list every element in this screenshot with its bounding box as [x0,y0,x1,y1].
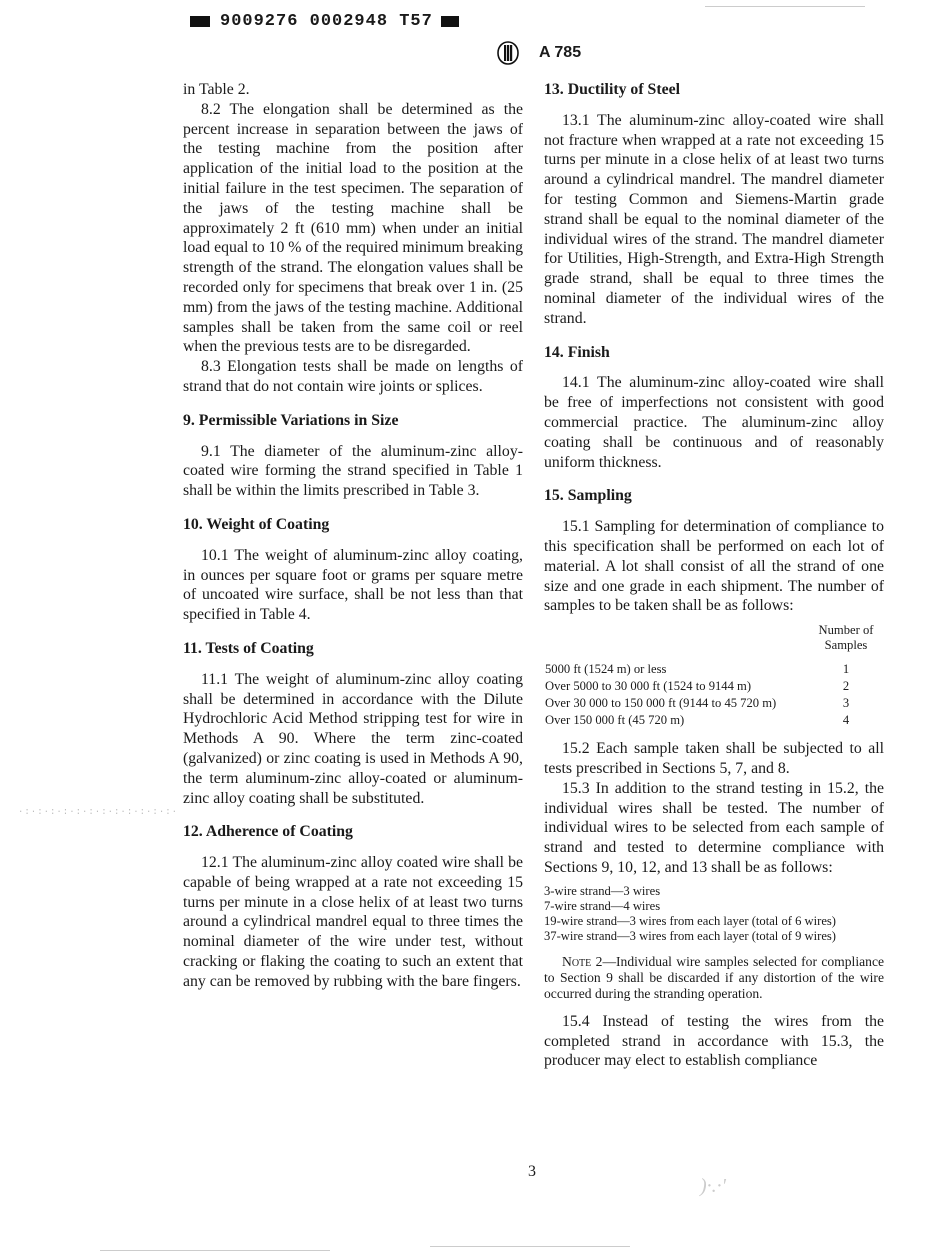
barcode-text: 9009276 0002948 T57 [220,12,433,31]
table-cell-lot-size: Over 5000 to 30 000 ft (1524 to 9144 m) [545,679,752,694]
section-14-heading: 14. Finish [544,343,610,361]
section-12-heading: 12. Adherence of Coating [183,823,353,841]
page-header [495,40,581,66]
paragraph-15-4: 15.4 Instead of testing the wires from the completed strand in accordance with 15.3, the producer may elect to establish compliance [544,1012,884,1070]
paragraph-15-3: 15.3 In addition to the strand testing in 15.2, the individual wires shall be tested. The number of individual wires to be selected from each sample of strand and tested to determine compliance with Sections 9, 10, 12, and 13 shall be as follows: [544,779,884,876]
paragraph-12-1: 12.1 The aluminum-zinc alloy coated wire shall be capable of being wrapped at a rate not exceeding 15 turns per minute in a close helix of at least two turns around a cylindrical mandrel equal to three times the nominal diameter of the wire under test, without cracking or flaking the coating to such an extent that any can be removed by rubbing with the bare fingers. [183,854,523,990]
note-label: Note 2 [562,953,603,969]
list-item: 19-wire strand—3 wires from each layer (total of 6 wires) [544,913,836,928]
scan-artifact: ·:·:·:·:·:·:·:·:·:·:·:·:· [18,807,179,817]
list-item: 3-wire strand—3 wires [544,883,661,898]
paragraph-15-1: 15.1 Sampling for determination of compliance to this specification shall be performed on each lot of material. A lot shall consist of all the strand of one size and one grade in each shipment. The number of samples to be taken shall be as follows: [544,518,884,615]
section-10-heading: 10. Weight of Coating [183,515,330,533]
table-cell-samples: 4 [842,713,850,728]
table-row [544,695,884,712]
paragraph-13-1: 13.1 The aluminum-zinc alloy-coated wire shall not fracture when wrapped at a rate not exceeding 15 turns per minute in a close helix of at least two turns around a cylindrical mandrel. The mandrel diameter for testing Common and Siemens-Martin grade strand shall be equal to the nominal diameter of the individual wires of the strand. The mandrel diameter for Utilities, High-Strength, and Extra-High Strength grade strand, shall be equal to three times the nominal diameter of the individual wires of the strand. [544,111,884,327]
top-rule-right [705,6,865,7]
list-item: 7-wire strand—4 wires [544,898,661,913]
table-cell-samples: 2 [842,679,850,694]
wire-count-list [544,884,884,944]
barcode-block-right [441,16,459,27]
table-cell-samples: 3 [842,696,850,711]
barcode-strip [190,12,459,31]
table-row [544,661,884,678]
sampling-table [544,622,884,729]
paragraph-11-1: 11.1 The weight of aluminum-zinc alloy coating shall be determined in accordance with the Dilute Hydrochloric Acid Method stripping test for wire in Methods A 90. Where the term zinc-coated (galvanized) or zinc coating is used in Methods A 90, the term aluminum-zinc alloy-coated or aluminum-zinc alloy coating shall be substituted. [183,670,523,807]
astm-logo-icon [495,40,521,66]
table-cell-lot-size: 5000 ft (1524 m) or less [545,662,667,677]
sampling-table-spacer [544,622,808,661]
table-row [544,712,884,729]
table-cell-samples: 1 [842,662,850,677]
table-row [544,678,884,695]
sampling-table-header: Number of Samples [818,623,874,653]
barcode-block-left [190,16,210,27]
note-text: —Individual wire samples selected for compliance to Section 9 shall be discarded if any distortion of the wire occurred during the stranding operation. [544,953,885,1001]
bottom-rule-left [100,1250,330,1251]
bottom-rule [430,1246,630,1247]
section-11-heading: 11. Tests of Coating [183,639,314,657]
section-9-heading: 9. Permissible Variations in Size [183,411,399,429]
standard-designation: A 785 [539,44,582,61]
left-column [183,80,523,992]
paragraph-8-3: 8.3 Elongation tests shall be made on lengths of strand that do not contain wire joints or splices. [183,358,523,395]
section-13-heading: 13. Ductility of Steel [544,81,681,98]
paragraph-10-1: 10.1 The weight of aluminum-zinc alloy coating, in ounces per square foot or grams per square metre of uncoated wire surface, shall be not less than that specified in Table 4. [183,546,523,624]
paragraph-14-1: 14.1 The aluminum-zinc alloy-coated wire shall be free of imperfections not consistent with good commercial practice. The aluminum-zinc alloy coating shall be continuous and of reasonably uniform thickness. [544,374,884,471]
scan-mark: )·.·' [700,1175,726,1197]
table-cell-lot-size: Over 150 000 ft (45 720 m) [545,713,685,728]
paragraph-table2-ref: in Table 2. [183,81,250,98]
paragraph-15-2: 15.2 Each sample taken shall be subjected to all tests prescribed in Sections 5, 7, and 8. [544,740,884,777]
right-column [544,80,884,1071]
page-number: 3 [528,1163,536,1180]
note-2 [544,954,884,1002]
paragraph-9-1: 9.1 The diameter of the aluminum-zinc alloy-coated wire forming the strand specified in Table 1 shall be within the limits prescribed in Table 3. [183,442,523,500]
section-15-heading: 15. Sampling [544,487,632,505]
table-cell-lot-size: Over 30 000 to 150 000 ft (9144 to 45 720 m) [545,696,777,711]
list-item: 37-wire strand—3 wires from each layer (total of 9 wires) [544,928,836,943]
paragraph-8-2: 8.2 The elongation shall be determined as the percent increase in separation between the jaws of the testing machine from the position after application of the initial load to the position at the initial failure in the test specimen. The separation of the jaws of the testing machine shall be approximately 2 ft (610 mm) when under an initial load equal to 10 % of the required minimum breaking strength of the strand. The elongation values shall be recorded only for specimens that break over 1 in. (25 mm) from the jaws of the testing machine. Additional samples shall be taken from the same coil or reel when the previous tests are to be disregarded. [183,100,523,356]
